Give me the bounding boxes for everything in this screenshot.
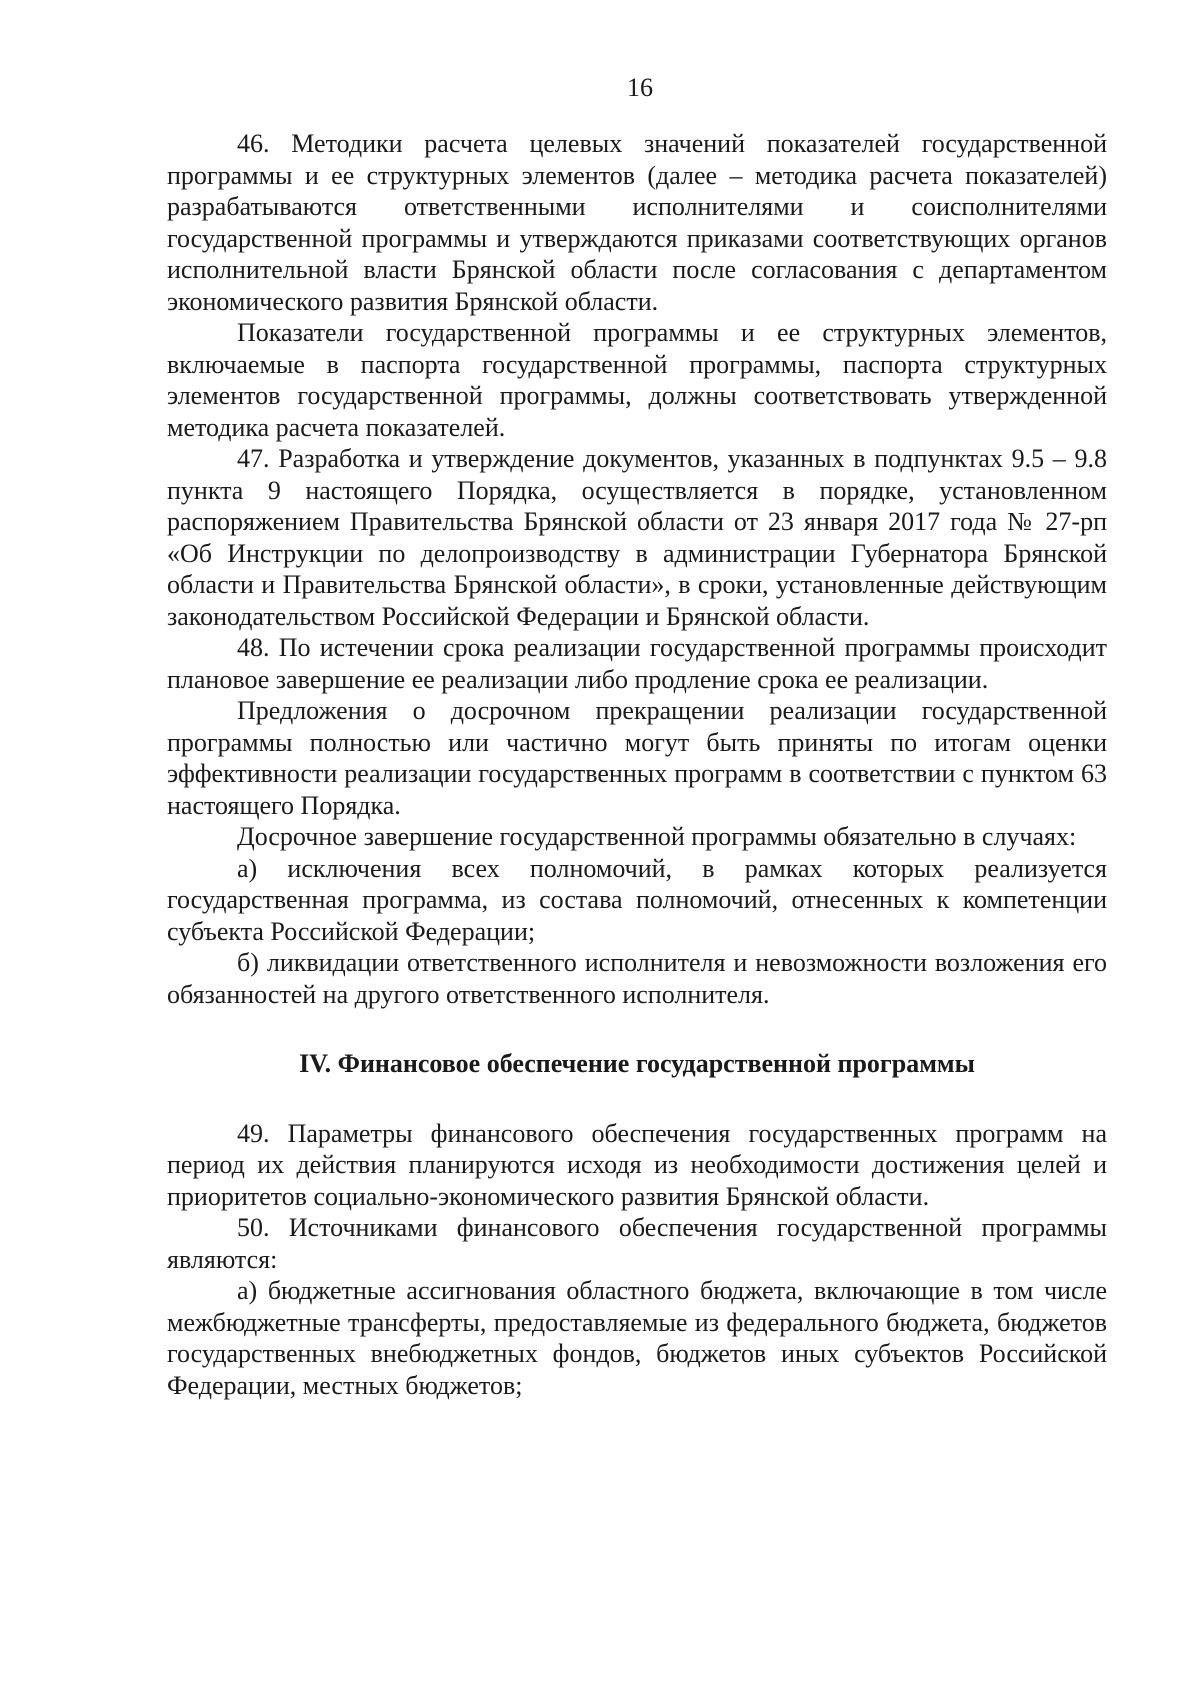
page-number: 16 bbox=[627, 73, 653, 102]
paragraph-50: 50. Источниками финансового обеспечения государственной программы являются: bbox=[167, 1213, 1107, 1274]
paragraph-early-termination-proposals: Предложения о досрочном прекращении реализации государственной программы полностью или частично могут быть приняты по итогам оценки эффективности реализации государственных программ в соответствии с пунктом 63 настоящего Порядка. bbox=[167, 696, 1107, 820]
paragraph-indicators: Показатели государственной программы и ее структурных элементов, включаемые в паспорта государственной программы, паспорта структурных элементов государственной программы, должны соответствовать утвержденной методика расчета показателей. bbox=[167, 318, 1107, 442]
paragraph-case-b: б) ликвидации ответственного исполнителя и невозможности возложения его обязанностей на другого ответственного исполнителя. bbox=[167, 948, 1107, 1009]
paragraph-early-completion: Досрочное завершение государственной программы обязательно в случаях: bbox=[237, 822, 1077, 851]
paragraph-49: 49. Параметры финансового обеспечения государственных программ на период их действия планируются исходя из необходимости достижения целей и приоритетов социально-экономического развития Брянской области. bbox=[167, 1118, 1107, 1211]
paragraph-46: 46. Методики расчета целевых значений показателей государственной программы и ее структурных элементов (далее – методика расчета показателей) разрабатываются ответственными исполнителями и соисполнителями государственной программы и утверждаются приказами соответствующих органов исполнительной власти Брянской области после согласования с департаментом экономического развития Брянской области. bbox=[167, 129, 1107, 316]
paragraph-47: 47. Разработка и утверждение документов, указанных в подпунктах 9.5 – 9.8 пункта 9 настоящего Порядка, осуществляется в порядке, установленном распоряжением Правительства Брянской области от 23 января 2017 года № 27-рп «Об Инструкции по делопроизводству в администрации Губернатора Брянской области и Правительства Брянской области», в сроки, установленные действующим законодательством Российской Федерации и Брянской области. bbox=[167, 444, 1107, 631]
paragraph-case-a: а) исключения всех полномочий, в рамках которых реализуется государственная программа, из состава полномочий, отнесенных к компетенции субъекта Российской Федерации; bbox=[167, 853, 1107, 946]
paragraph-50-a: а) бюджетные ассигнования областного бюджета, включающие в том числе межбюджетные трансферты, предоставляемые из федерального бюджета, бюджетов государственных внебюджетных фондов, бюджетов иных субъектов Российской Федерации, местных бюджетов; bbox=[167, 1276, 1107, 1400]
document-body bbox=[167, 128, 1107, 1401]
paragraph-48: 48. По истечении срока реализации государственной программы происходит плановое завершение ее реализации либо продление срока ее реализации. bbox=[167, 633, 1107, 694]
section-heading: IV. Финансовое обеспечение государственной программы bbox=[299, 1049, 975, 1078]
